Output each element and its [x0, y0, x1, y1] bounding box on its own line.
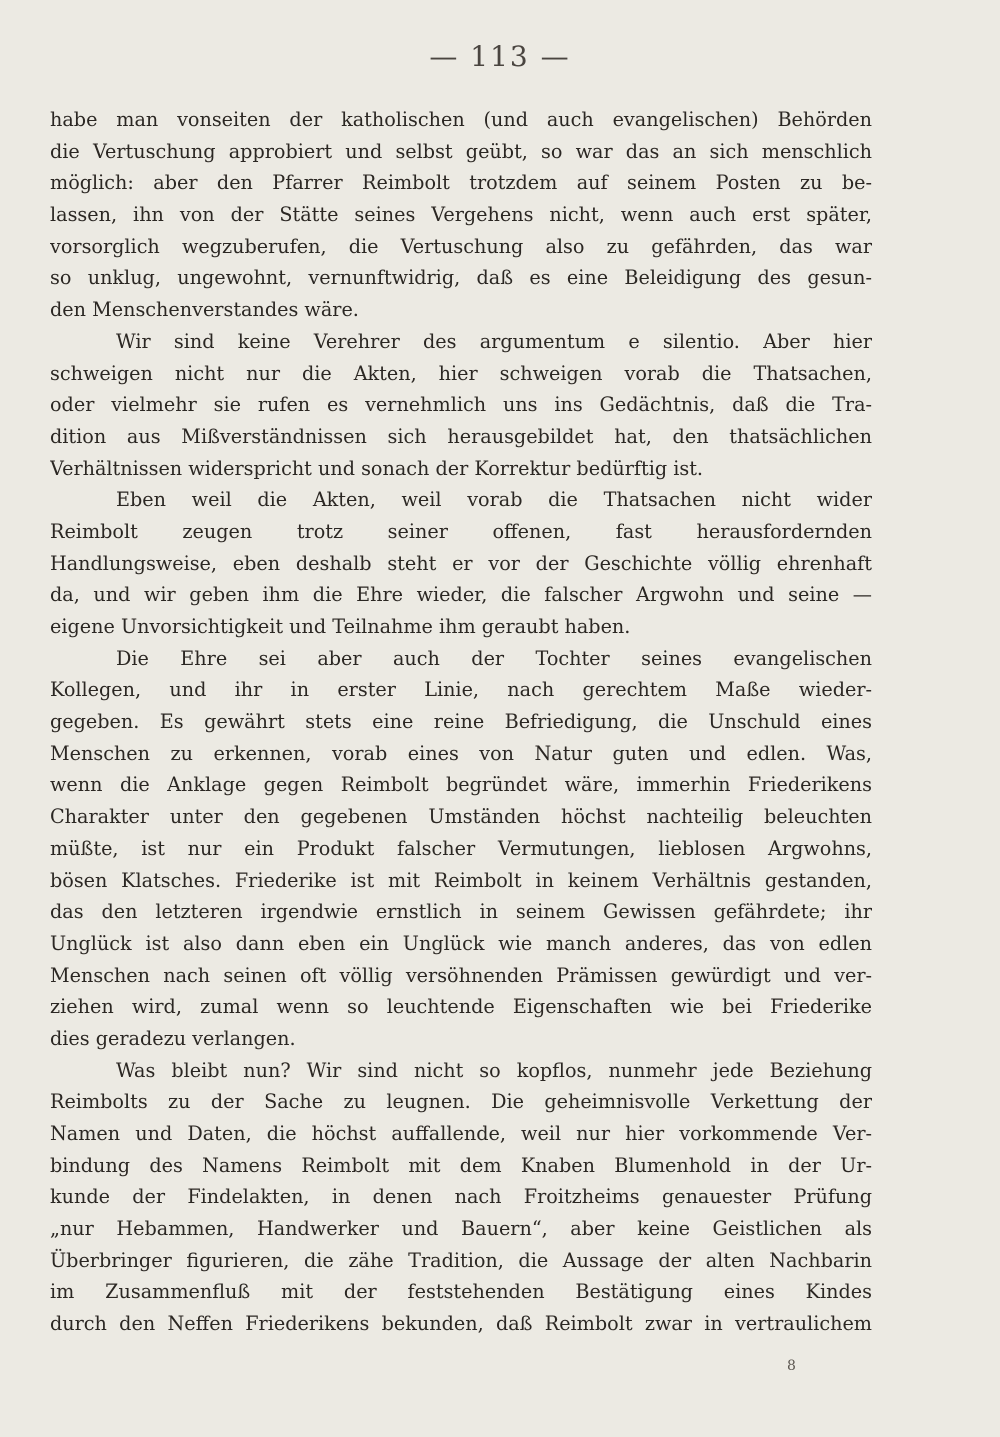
text-line: da, und wir geben ihm die Ehre wieder, die falscher Argwohn und seine —: [50, 583, 872, 607]
text-line: Reimbolt zeugen trotz seiner offenen, fast herausfordernden: [50, 519, 872, 543]
text-line: vorsorglich wegzuberufen, die Vertuschung also zu gefährden, das war: [50, 234, 872, 258]
text-line: Die Ehre sei aber auch der Tochter seines evangelischen: [116, 646, 872, 670]
text-line: wenn die Anklage gegen Reimbolt begründet wäre, immerhin Friederikens: [50, 773, 872, 797]
text-line: dies geradezu verlangen.: [50, 1026, 296, 1050]
text-line: Kollegen, und ihr in erster Linie, nach gerechtem Maße wieder-: [50, 678, 872, 702]
text-line: Unglück ist also dann eben ein Unglück wie manch anderes, das von edlen: [50, 931, 872, 955]
text-line: Handlungsweise, eben deshalb steht er vor der Geschichte völlig ehrenhaft: [50, 551, 872, 575]
text-line: „nur Hebammen, Handwerker und Bauern“, aber keine Geistlichen als: [50, 1217, 872, 1241]
text-line: durch den Neffen Friederikens bekunden, daß Reimbolt zwar in vertraulichem: [50, 1312, 872, 1336]
text-line: im Zusammenfluß mit der feststehenden Bestätigung eines Kindes: [50, 1280, 872, 1304]
text-line: schweigen nicht nur die Akten, hier schweigen vorab die Thatsachen,: [50, 361, 872, 385]
text-line: bösen Klatsches. Friederike ist mit Reimbolt in keinem Verhältnis gestanden,: [50, 868, 872, 892]
text-line: ziehen wird, zumal wenn so leuchtende Eigenschaften wie bei Friederike: [50, 995, 872, 1019]
text-line: möglich: aber den Pfarrer Reimbolt trotzdem auf seinem Posten zu be-: [50, 171, 872, 195]
text-line: Was bleibt nun? Wir sind nicht so kopflos, nunmehr jede Beziehung: [116, 1058, 872, 1082]
text-line: Wir sind keine Verehrer des argumentum e silentio. Aber hier: [116, 329, 872, 353]
body-text: [50, 104, 872, 1340]
text-line: Reimbolts zu der Sache zu leugnen. Die geheimnisvolle Verkettung der: [50, 1090, 872, 1114]
text-line: dition aus Mißverständnissen sich herausgebildet hat, den thatsächlichen: [50, 424, 872, 448]
text-line: Verhältnissen widerspricht und sonach der Korrektur bedürftig ist.: [50, 456, 704, 480]
text-line: müßte, ist nur ein Produkt falscher Vermutungen, lieblosen Argwohns,: [50, 836, 872, 860]
text-line: Eben weil die Akten, weil vorab die Thatsachen nicht wider: [116, 488, 872, 512]
text-line: Namen und Daten, die höchst auffallende, weil nur hier vorkommende Ver-: [50, 1122, 872, 1145]
text-line: die Vertuschung approbiert und selbst geübt, so war das an sich menschlich: [50, 139, 872, 163]
page-number: — 113 —: [429, 40, 571, 73]
text-line: eigene Unvorsichtigkeit und Teilnahme ihm geraubt haben.: [50, 615, 631, 638]
text-line: so unklug, ungewohnt, vernunftwidrig, daß es eine Beleidigung des gesun-: [50, 266, 872, 290]
text-line: gegeben. Es gewährt stets eine reine Befriedigung, die Unschuld eines: [50, 710, 872, 734]
text-line: das den letzteren irgendwie ernstlich in seinem Gewissen gefährdete; ihr: [50, 900, 872, 924]
text-line: Menschen zu erkennen, vorab eines von Natur guten und edlen. Was,: [50, 741, 872, 765]
text-line: Charakter unter den gegebenen Umständen höchst nachteilig beleuchten: [50, 805, 872, 829]
text-line: lassen, ihn von der Stätte seines Vergehens nicht, wenn auch erst später,: [50, 203, 872, 227]
text-line: habe man vonseiten der katholischen (und auch evangelischen) Behörden: [50, 108, 872, 131]
text-line: den Menschenverstandes wäre.: [50, 298, 359, 322]
signature-mark: 8: [787, 1358, 796, 1374]
text-line: kunde der Findelakten, in denen nach Froitzheims genauester Prüfung: [50, 1185, 872, 1209]
text-line: Überbringer figurieren, die zähe Tradition, die Aussage der alten Nachbarin: [50, 1248, 872, 1272]
text-line: oder vielmehr sie rufen es vernehmlich uns ins Gedächtnis, daß die Tra-: [50, 393, 872, 417]
text-line: bindung des Namens Reimbolt mit dem Knaben Blumenhold in der Ur-: [50, 1153, 872, 1177]
text-line: Menschen nach seinen oft völlig versöhnenden Prämissen gewürdigt und ver-: [50, 963, 872, 987]
